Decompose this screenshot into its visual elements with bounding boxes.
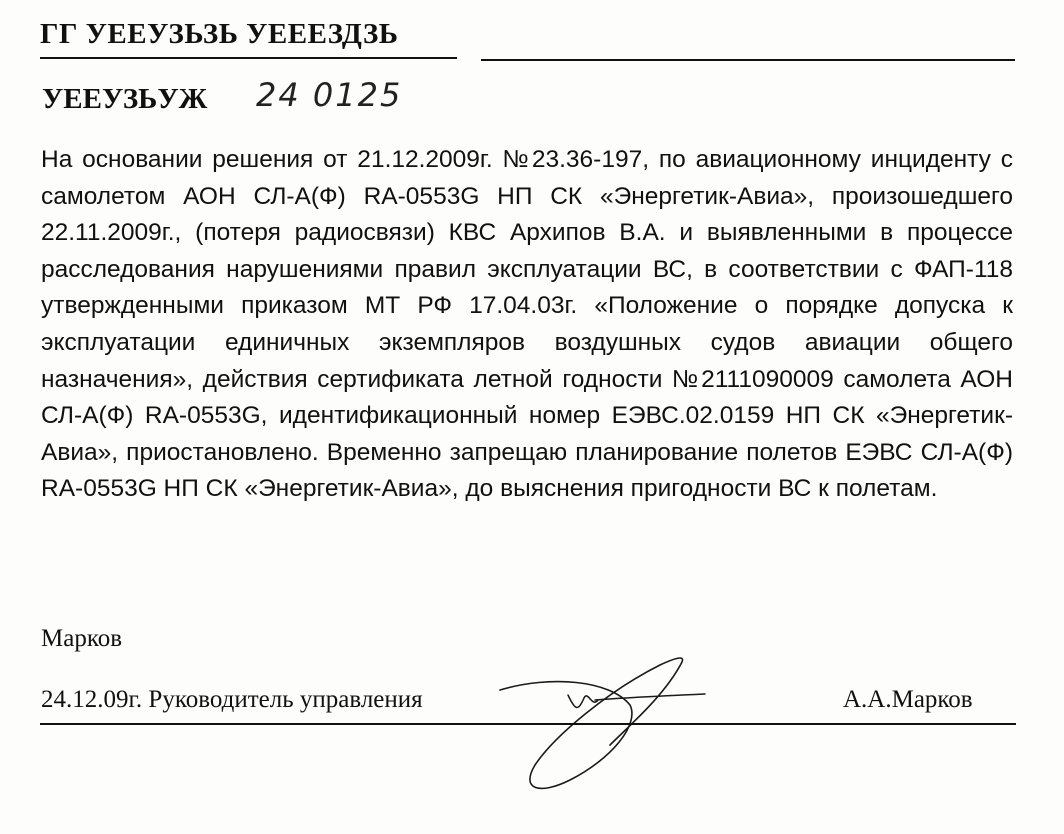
reference-label: УЕЕУЗЬУЖ — [42, 83, 208, 115]
footer-rule — [40, 723, 1016, 725]
header-rule-right — [481, 59, 1015, 61]
signer-name: А.А.Марков — [843, 686, 973, 713]
handwritten-signature — [460, 650, 720, 800]
document-body-text: На основании решения от 21.12.2009г. №23.36-197, по авиационному инциденту с самолетом АОН СЛ-А(Ф) RA-0553G НП СК «Энергетик-Авиа», произошедшего 22.11.2009г., (потеря радиосвязи) КВС Архипов В.А. и выявленными в процессе расследования нарушениями правил эксплуатации ВС, в соответствии с ФАП-118 утвержденными приказом МТ РФ 17.04.03г. «Положение о порядке допуска к эксплуатации единичных экземпляров воздушных судов авиации общего назначения», действия сертификата летной годности №2111090009 самолета АОН СЛ-А(Ф) RA-0553G, идентификационный номер ЕЭВС.02.0159 НП СК «Энергетик-Авиа», приостановлено. Временно запрещаю планирование полетов ЕЭВС СЛ-А(Ф) RA-0553G НП СК «Энергетик-Авиа», до выяснения пригодности ВС к полетам. — [41, 146, 1013, 503]
date-and-position: 24.12.09г. Руководитель управления — [41, 686, 423, 713]
document-header-title: ГГ УЕЕУЗЬЗЬ УЕЕЕЗДЗЬ — [40, 18, 399, 50]
header-rule-left — [40, 57, 457, 59]
handwritten-reference-number: 24 0125 — [256, 76, 403, 114]
author-name: Марков — [41, 625, 123, 652]
